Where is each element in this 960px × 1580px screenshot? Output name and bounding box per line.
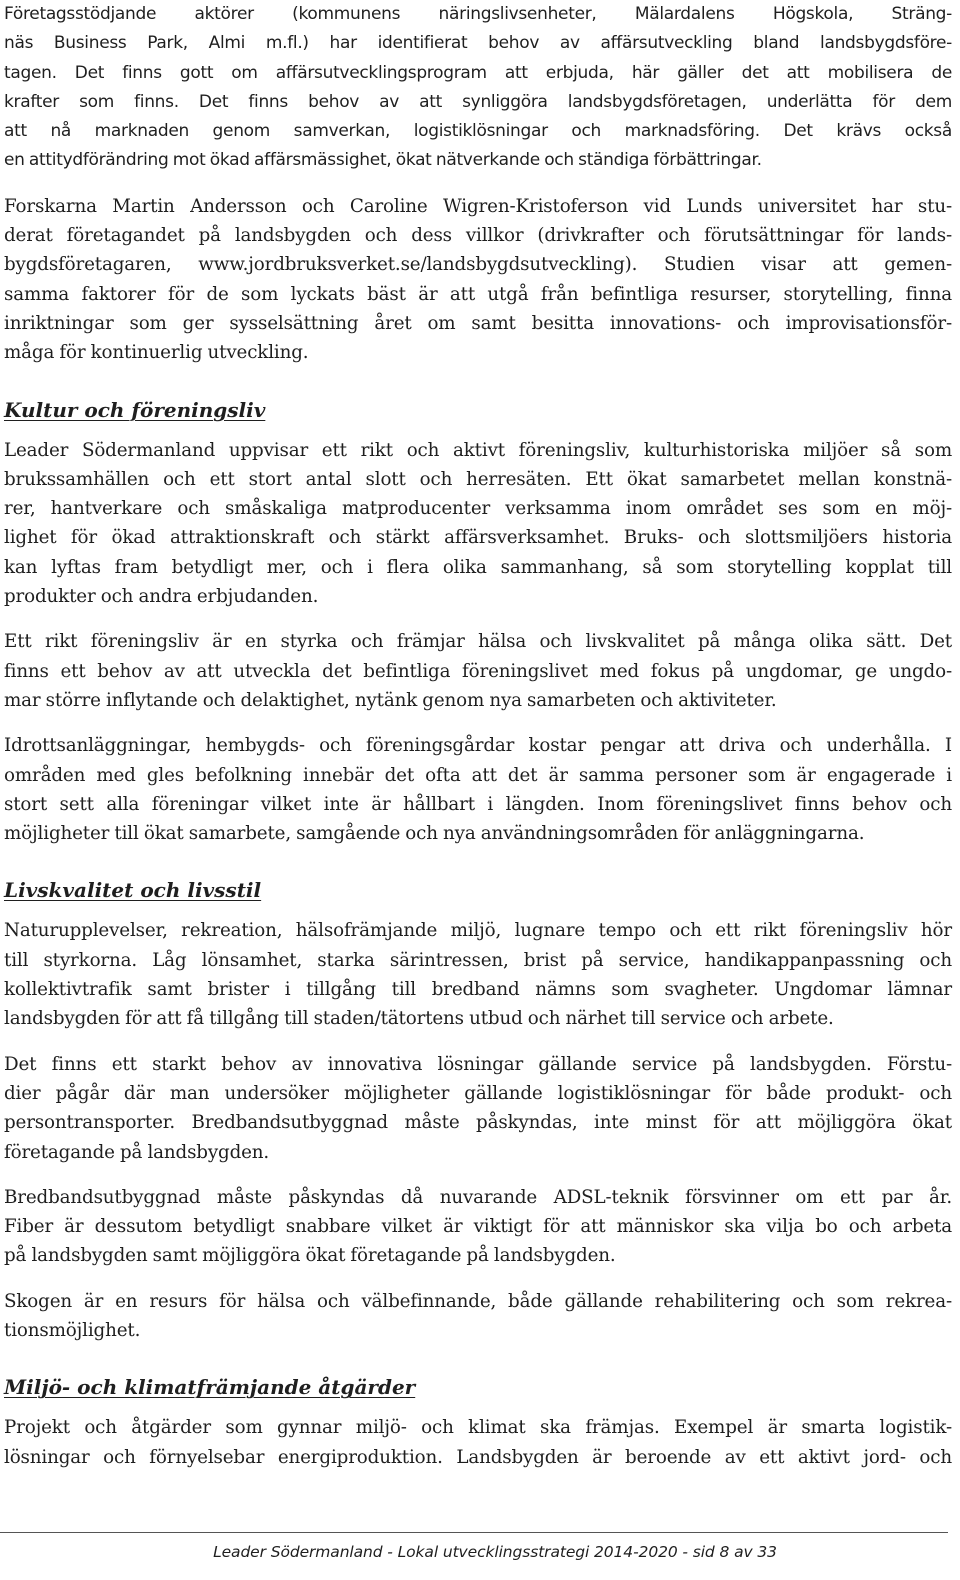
text-line: möjligheter till ökat samarbete, samgående och nya användningsområden för anläggningarna. bbox=[4, 823, 865, 845]
paragraph-miljo-1 bbox=[4, 1413, 952, 1472]
text-line: att nå marknaden genom samverkan, logistiklösningar och marknadsföring. Det krävs också bbox=[4, 121, 952, 142]
text-line: samma faktorer för de som lyckats bäst är att utgå från befintliga resurser, storytelling, finna bbox=[4, 283, 952, 305]
text-line: produkter och andra erbjudanden. bbox=[4, 586, 319, 608]
text-line: mar större inflytande och delaktighet, nytänk genom nya samarbeten och aktiviteter. bbox=[4, 689, 777, 711]
text-line: persontransporter. Bredbandsutbyggnad måste påskyndas, inte minst för att möjliggöra ökat bbox=[4, 1112, 952, 1134]
text-line: derat företagandet på landsbygden och dess villkor (drivkrafter och förutsättningar för lands- bbox=[4, 225, 952, 247]
text-line: till styrkorna. Låg lönsamhet, starka särintressen, brist på service, handikappanpassning och bbox=[4, 949, 952, 971]
text-line: företagande på landsbygden. bbox=[4, 1141, 270, 1163]
paragraph-livskvalitet-4 bbox=[4, 1287, 952, 1346]
text-line: kollektivtrafik samt brister i tillgång till bredband nämns som svagheter. Ungdomar lämnar bbox=[4, 979, 952, 1001]
footer-text: Leader Södermanland - Lokal utvecklingsstrategi 2014-2020 - sid 8 av 33 bbox=[213, 1543, 777, 1561]
text-line: rer, hantverkare och småskaliga matproducenter verksamma inom området ses som en möj- bbox=[4, 498, 952, 520]
paragraph-kultur-2 bbox=[4, 627, 952, 715]
section-heading-livskvalitet: Livskvalitet och livsstil bbox=[4, 878, 262, 903]
paragraph-livskvalitet-2 bbox=[4, 1050, 952, 1167]
paragraph-kultur-1 bbox=[4, 436, 952, 612]
paragraph-livskvalitet-1 bbox=[4, 916, 952, 1033]
text-line: brukssamhällen och ett stort antal slott och herresäten. Ett ökat samarbetet mellan konstnä- bbox=[4, 468, 952, 490]
text-line: Projekt och åtgärder som gynnar miljö- och klimat ska främjas. Exempel är smarta logistik- bbox=[4, 1417, 952, 1439]
text-line: landsbygden för att få tillgång till staden/tätortens utbud och närhet till service och arbete. bbox=[4, 1008, 834, 1030]
paragraph-research bbox=[4, 192, 952, 368]
text-line: Forskarna Martin Andersson och Caroline Wigren-Kristoferson vid Lunds universitet har stu- bbox=[4, 195, 952, 217]
text-line: näs Business Park, Almi m.fl.) har identifierat behov av affärsutveckling bland landsbygdsföre- bbox=[4, 33, 952, 54]
text-line: Idrottsanläggningar, hembygds- och föreningsgårdar kostar pengar att driva och underhålla. I bbox=[4, 735, 952, 757]
text-line: bygdsföretagaren, www.jordbruksverket.se/landsbygdsutveckling). Studien visar att gemen- bbox=[4, 254, 952, 276]
text-line: Det finns ett starkt behov av innovativa lösningar gällande service på landsbygden. Förstu- bbox=[4, 1053, 952, 1075]
document-page bbox=[4, 0, 952, 1472]
footer-divider bbox=[0, 1532, 948, 1533]
text-line: tionsmöjlighet. bbox=[4, 1319, 141, 1341]
text-line: tagen. Det finns gott om affärsutvecklingsprogram att erbjuda, här gäller det att mobilisera de bbox=[4, 62, 952, 83]
text-line: inriktningar som ger sysselsättning året om samt besitta innovations- och improvisationsför- bbox=[4, 312, 952, 334]
text-line: på landsbygden samt möjliggöra ökat företagande på landsbygden. bbox=[4, 1245, 616, 1267]
text-line: Bredbandsutbyggnad måste påskyndas då nuvarande ADSL-teknik försvinner om ett par år. bbox=[4, 1186, 952, 1208]
paragraph-kultur-3 bbox=[4, 731, 952, 848]
text-line: finns ett behov av att utveckla det befintliga föreningslivet med fokus på ungdomar, ge ungdo- bbox=[4, 660, 952, 682]
section-heading-miljo: Miljö- och klimatfrämjande åtgärder bbox=[4, 1375, 416, 1400]
text-line: Ett rikt föreningsliv är en styrka och främjar hälsa och livskvalitet på många olika sätt. Det bbox=[4, 631, 952, 653]
text-line: en attitydförändring mot ökad affärsmässighet, ökat nätverkande och ständiga förbättringar. bbox=[4, 150, 762, 171]
text-line: Leader Södermanland uppvisar ett rikt och aktivt föreningsliv, kulturhistoriska miljöer så som bbox=[4, 439, 952, 461]
text-line: områden med gles befolkning innebär det ofta att det är samma personer som är engagerade i bbox=[4, 764, 952, 786]
text-line: Skogen är en resurs för hälsa och välbefinnande, både gällande rehabilitering och som rekrea- bbox=[4, 1290, 952, 1312]
text-line: måga för kontinuerlig utveckling. bbox=[4, 342, 309, 364]
text-line: krafter som finns. Det finns behov av att synliggöra landsbygdsföretagen, underlätta för dem bbox=[4, 91, 952, 112]
text-line: lighet för ökad attraktionskraft och stärkt affärsverksamhet. Bruks- och slottsmiljöers historia bbox=[4, 527, 952, 549]
text-line: Företagsstödjande aktörer (kommunens näringslivsenheter, Mälardalens Högskola, Sträng- bbox=[4, 4, 952, 24]
text-line: lösningar och förnyelsebar energiproduktion. Landsbygden är beroende av ett aktivt jord- och bbox=[4, 1446, 952, 1468]
text-line: dier pågår där man undersöker möjligheter gällande logistiklösningar för både produkt- och bbox=[4, 1082, 952, 1104]
text-line: stort sett alla föreningar vilket inte är hållbart i längden. Inom föreningslivet finns behov och bbox=[4, 793, 952, 815]
text-line: Fiber är dessutom betydligt snabbare vilket är viktigt för att människor ska vilja bo och arbeta bbox=[4, 1216, 952, 1238]
page-footer bbox=[0, 1543, 960, 1561]
paragraph-livskvalitet-3 bbox=[4, 1183, 952, 1271]
paragraph-business-support bbox=[4, 0, 952, 176]
section-heading-kultur: Kultur och föreningsliv bbox=[4, 397, 266, 422]
text-line: Naturupplevelser, rekreation, hälsofrämjande miljö, lugnare tempo och ett rikt föreningsliv hör bbox=[4, 920, 952, 942]
text-line: kan lyftas fram betydligt mer, och i flera olika sammanhang, så som storytelling kopplat till bbox=[4, 556, 952, 578]
